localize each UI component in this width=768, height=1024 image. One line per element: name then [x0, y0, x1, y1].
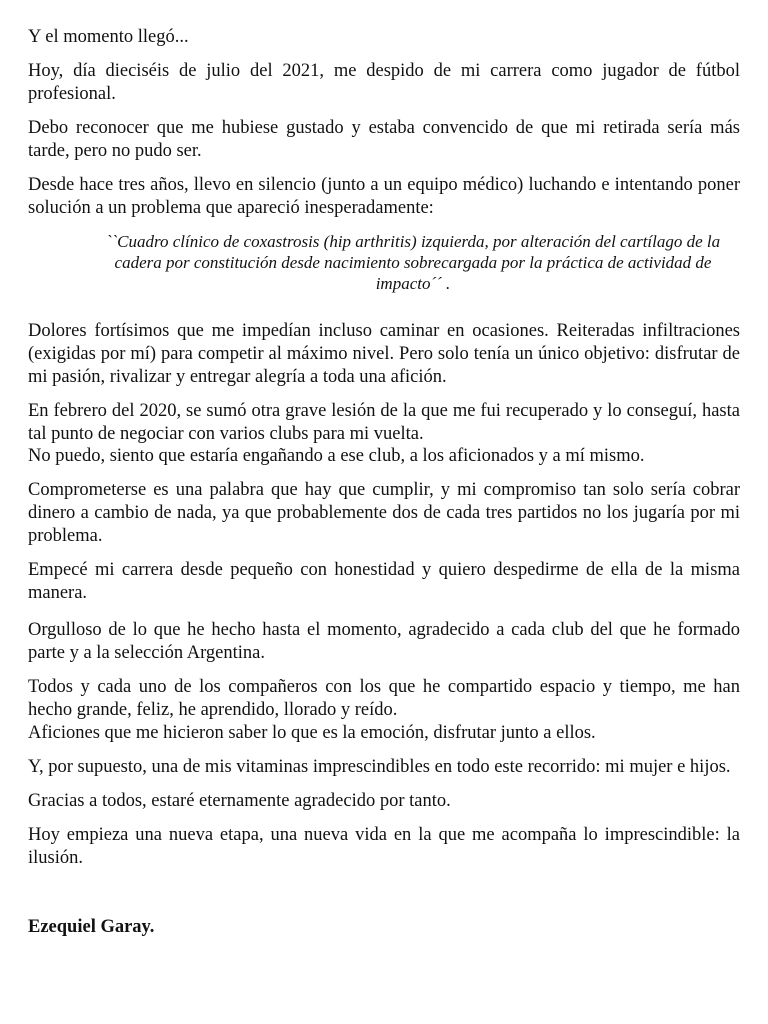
medical-diagnosis-quote: ``Cuadro clínico de coxastrosis (hip arthritis) izquierda, por alteración del cartílago de la cadera por constitución desde nacimiento sobrecargada por la práctica de actividad de impacto´´ . [105, 231, 721, 293]
paragraph: Hoy empieza una nueva etapa, una nueva vida en la que me acompaña lo imprescindible: la ilusión. [28, 824, 740, 868]
paragraph: Y, por supuesto, una de mis vitaminas imprescindibles en todo este recorrido: mi mujer e hijos. [28, 756, 731, 777]
paragraph: Empecé mi carrera desde pequeño con honestidad y quiero despedirme de ella de la misma manera. [28, 560, 740, 604]
paragraph: Hoy, día dieciséis de julio del 2021, me despido de mi carrera como jugador de fútbol profesional. [28, 60, 740, 104]
paragraph: Debo reconocer que me hubiese gustado y estaba convencido de que mi retirada sería más tarde, pero no pudo ser. [28, 117, 740, 161]
letter-body [28, 26, 740, 938]
signature: Ezequiel Garay. [28, 916, 155, 937]
paragraph: Comprometerse es una palabra que hay que cumplir, y mi compromiso tan solo sería cobrar dinero a cambio de nada, ya que probablemente dos de cada tres partidos no los jugaría por mi problema. [28, 480, 740, 547]
paragraph: Gracias a todos, estaré eternamente agradecido por tanto. [28, 790, 451, 811]
paragraph: Dolores fortísimos que me impedían incluso caminar en ocasiones. Reiteradas infiltraciones (exigidas por mí) para competir al máximo nivel. Pero solo tenía un único objetivo: disfrutar de mi pasión, rivalizar y entregar alegría a toda una afición. [28, 320, 740, 387]
paragraph: Y el momento llegó... [28, 27, 189, 47]
paragraph: Desde hace tres años, llevo en silencio (junto a un equipo médico) luchando e intentando poner solución a un problema que apareció inesperadamente: [28, 174, 740, 218]
paragraph: En febrero del 2020, se sumó otra grave lesión de la que me fui recuperado y lo conseguí, hasta tal punto de negociar con varios clubs para mi vuelta. No puedo, siento que estaría engañando a ese club, a los aficionados y a mí mismo. [28, 400, 740, 467]
paragraph: Todos y cada uno de los compañeros con los que he compartido espacio y tiempo, me han hecho grande, feliz, he aprendido, llorado y reído. Aficiones que me hicieron saber lo que es la emoción, disfrutar junto a ellos. [28, 676, 740, 743]
paragraph: Orgulloso de lo que he hecho hasta el momento, agradecido a cada club del que he formado parte y a la selección Argentina. [28, 620, 740, 664]
